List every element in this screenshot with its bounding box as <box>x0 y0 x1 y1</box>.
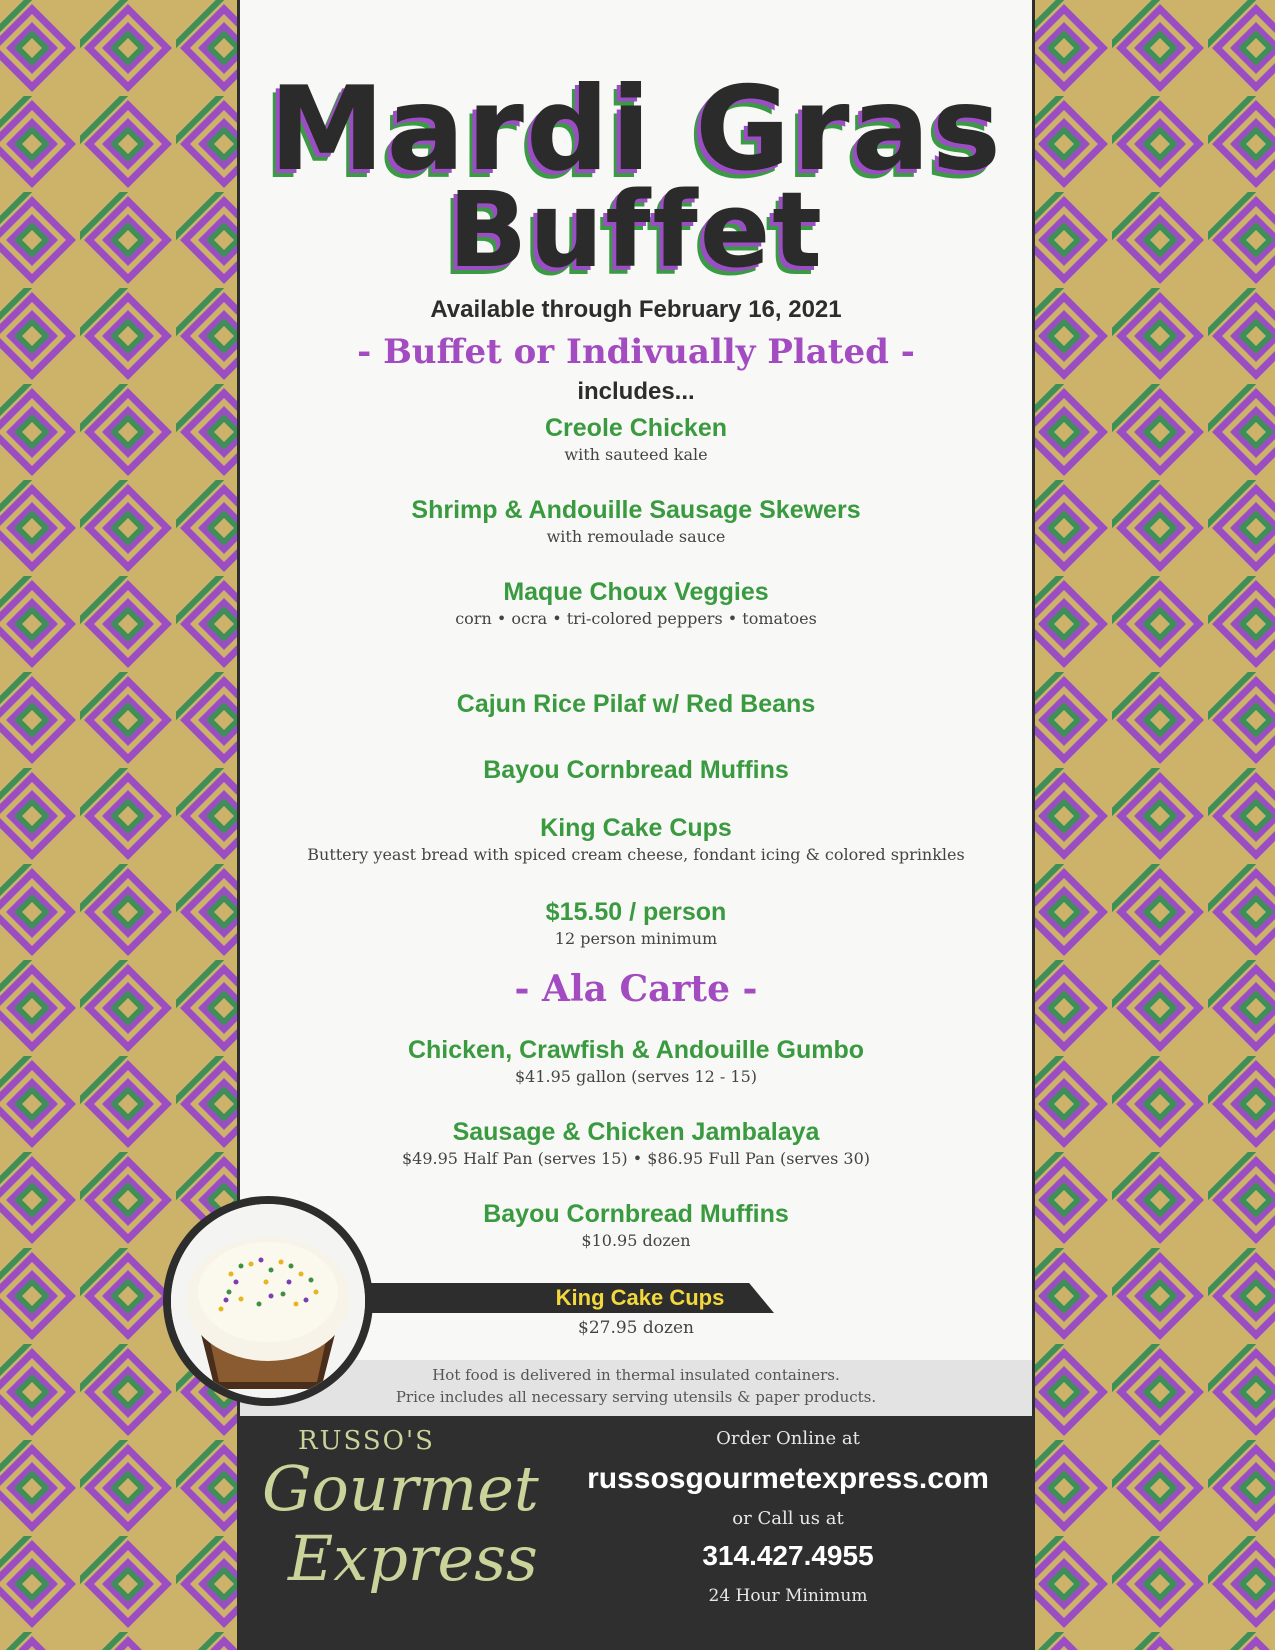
menu-item <box>240 414 1032 464</box>
delivery-note: Hot food is delivered in thermal insulated containers. <box>432 1366 840 1384</box>
phone-number[interactable]: 314.427.4955 <box>702 1540 874 1571</box>
item-name: Creole Chicken <box>544 414 727 442</box>
order-minimum: 24 Hour Minimum <box>708 1586 868 1606</box>
diamond-pattern <box>0 0 240 1650</box>
logo-express: Express <box>288 1522 538 1595</box>
availability-text: Available through February 16, 2021 <box>430 296 842 323</box>
title-line-1: Mardi Gras <box>269 62 1003 197</box>
item-desc: corn • ocra • tri-colored peppers • tomatoes <box>455 609 817 628</box>
logo-russos: RUSSO'S <box>298 1426 435 1456</box>
order-online-label: Order Online at <box>716 1428 860 1449</box>
right-pattern-border <box>1032 0 1275 1650</box>
item-desc: $41.95 gallon (serves 12 - 15) <box>514 1067 758 1086</box>
menu-item <box>240 578 1032 628</box>
title-line-2: Buffet <box>447 169 825 291</box>
logo-gourmet: Gourmet <box>262 1452 539 1525</box>
item-name: Shrimp & Andouille Sausage Skewers <box>411 496 861 524</box>
price-amount: $15.50 / person <box>545 898 727 926</box>
price-minimum: 12 person minimum <box>554 929 718 948</box>
service-heading: - Buffet or Indivually Plated - <box>357 332 915 372</box>
item-desc: $49.95 Half Pan (serves 15) • $86.95 Full Pan (serves 30) <box>402 1149 870 1168</box>
item-name: Sausage & Chicken Jambalaya <box>452 1118 820 1146</box>
menu-item <box>240 814 1032 864</box>
menu-item <box>240 496 1032 546</box>
includes-label: includes... <box>577 378 695 405</box>
item-desc: Buttery yeast bread with spiced cream cheese, fondant icing & colored sprinkles <box>307 845 965 864</box>
menu-item <box>240 690 1032 719</box>
left-pattern-border <box>0 0 240 1650</box>
item-desc: $10.95 dozen <box>581 1231 691 1250</box>
cupcake-illustration <box>171 1204 365 1398</box>
item-name: Bayou Cornbread Muffins <box>483 1200 789 1228</box>
diamond-pattern <box>1032 0 1275 1650</box>
item-name: Maque Choux Veggies <box>503 578 769 606</box>
utensils-note: Price includes all necessary serving utensils & paper products. <box>395 1388 877 1406</box>
ala-carte-heading: - Ala Carte - <box>514 968 758 1010</box>
item-desc: with sauteed kale <box>564 445 708 464</box>
menu-item <box>240 756 1032 785</box>
call-label: or Call us at <box>732 1508 844 1529</box>
item-desc: with remoulade sauce <box>546 527 726 546</box>
item-name: Bayou Cornbread Muffins <box>483 756 789 784</box>
king-cake-price: $27.95 dozen <box>578 1318 694 1338</box>
item-name: King Cake Cups <box>540 814 732 842</box>
website-link[interactable]: russosgourmetexpress.com <box>587 1462 989 1495</box>
item-name: Chicken, Crawfish & Andouille Gumbo <box>407 1036 865 1064</box>
item-name: Cajun Rice Pilaf w/ Red Beans <box>456 690 816 718</box>
menu-item <box>240 1118 1032 1168</box>
king-cake-cup-image <box>171 1204 365 1398</box>
king-cake-banner-label: King Cake Cups <box>555 1285 725 1310</box>
price-block <box>240 898 1032 948</box>
menu-item <box>240 1036 1032 1086</box>
menu-item <box>240 1200 1032 1250</box>
